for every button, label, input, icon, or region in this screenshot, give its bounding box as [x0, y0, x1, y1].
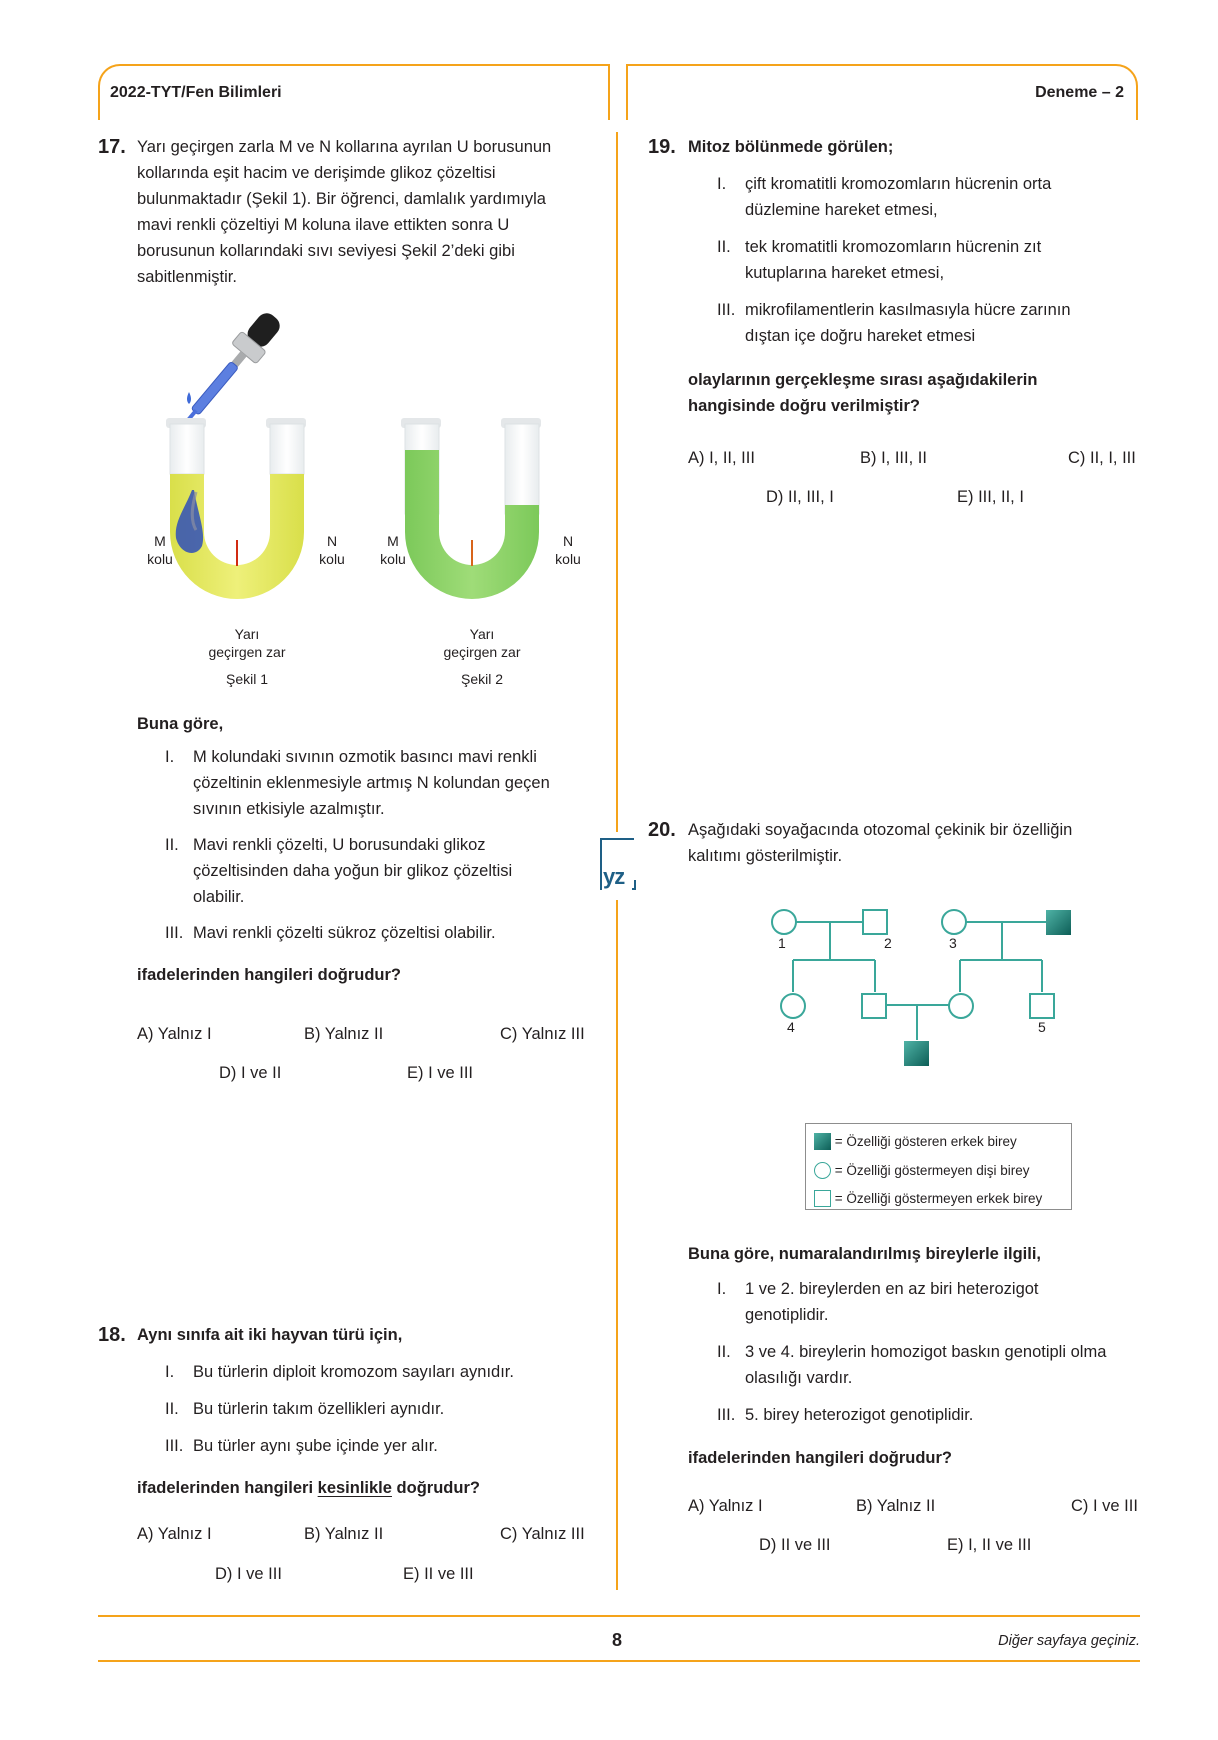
q19-statement-3 — [745, 297, 1145, 349]
q18-option-d[interactable]: D) I ve III — [215, 1565, 282, 1583]
q20-option-a[interactable]: A) Yalnız I — [688, 1497, 763, 1515]
logo-text: yz — [603, 864, 625, 889]
statement-line: 1 ve 2. bireylerden en az biri heterozigot — [745, 1280, 1039, 1298]
statement-line: genotiplidir. — [745, 1306, 829, 1324]
q19-number: 19. — [648, 136, 676, 158]
q17-option-b[interactable]: B) Yalnız II — [304, 1025, 384, 1043]
pedigree-label-2: 2 — [884, 935, 892, 951]
header-left-title: 2022-TYT/Fen Bilimleri — [110, 84, 282, 101]
q18-question-pre: ifadelerinden hangileri — [137, 1479, 314, 1497]
q17-question: ifadelerinden hangileri doğrudur? — [137, 966, 402, 984]
logo-frame-corner — [632, 880, 636, 890]
q20-question: ifadelerinden hangileri doğrudur? — [688, 1449, 953, 1467]
pedigree-label-5: 5 — [1038, 1019, 1046, 1035]
q18-statement-2-number: II. — [165, 1400, 179, 1418]
q17-statement-3-number: III. — [165, 924, 184, 942]
footer-note: Diğer sayfaya geçiniz. — [998, 1633, 1140, 1649]
q18-option-a[interactable]: A) Yalnız I — [137, 1525, 212, 1543]
statement-line: 5. birey heterozigot genotiplidir. — [745, 1406, 974, 1424]
kolu-label: kolu — [319, 551, 345, 567]
header-right-box — [626, 64, 1138, 120]
pedigree-chart — [760, 900, 1080, 1070]
pedigree-affected-male-top — [1046, 910, 1071, 935]
statement-line: olasılığı vardır. — [745, 1369, 853, 1387]
q17-option-d[interactable]: D) I ve II — [219, 1064, 282, 1082]
column-divider-bottom — [616, 900, 618, 1590]
legend-text: = Özelliği göstermeyen dişi birey — [834, 1163, 1030, 1178]
kolu-label: kolu — [380, 551, 406, 567]
q18-stem: Aynı sınıfa ait iki hayvan türü için, — [137, 1326, 403, 1344]
q17-statement-3 — [193, 920, 603, 946]
q20-stem — [688, 817, 1138, 869]
q19-statement-2 — [745, 234, 1145, 286]
q18-statement-1: Bu türlerin diploit kromozom sayıları aynıdır. — [193, 1363, 514, 1381]
q19-statement-2-number: II. — [717, 238, 731, 256]
pedigree-legend — [805, 1123, 1072, 1210]
q19-option-b[interactable]: B) I, III, II — [860, 449, 927, 467]
legend-row-unaffected-female — [814, 1162, 1029, 1179]
footer-top-rule — [98, 1615, 1140, 1617]
q18-option-b[interactable]: B) Yalnız II — [304, 1525, 384, 1543]
kolu-label: kolu — [555, 551, 581, 567]
statement-line: M kolundaki sıvının ozmotik basıncı mavi renkli — [193, 748, 537, 766]
q17-figure — [140, 300, 580, 630]
q17-stem-line: Yarı geçirgen zarla M ve N kollarına ayrılan U borusunun — [137, 138, 552, 156]
legend-text: = Özelliği göstermeyen erkek birey — [834, 1191, 1043, 1206]
m-label: M — [154, 533, 166, 549]
q17-number: 17. — [98, 136, 126, 158]
q18-question — [137, 1475, 480, 1501]
fig2-membrane-label — [422, 625, 542, 661]
statement-line: Mavi renkli çözelti, U borusundaki glikoz — [193, 836, 486, 854]
stem-line: kalıtımı gösterilmiştir. — [688, 847, 843, 865]
q20-statement-3-number: III. — [717, 1406, 736, 1424]
q17-statement-1 — [193, 744, 603, 822]
fig1-membrane-label — [187, 625, 307, 661]
q17-statement-1-number: I. — [165, 748, 175, 766]
legend-row-unaffected-male — [814, 1190, 1042, 1207]
fig2-m-arm-label — [373, 532, 413, 568]
q19-statement-3-number: III. — [717, 301, 736, 319]
membrane-label-line2: geçirgen zar — [443, 644, 521, 660]
fig1-n-arm-label — [312, 532, 352, 568]
legend-row-affected-male — [814, 1133, 1017, 1150]
membrane-label-line1: Yarı — [234, 626, 260, 642]
pedigree-individual-5 — [1030, 994, 1054, 1018]
q19-option-a[interactable]: A) I, II, III — [688, 449, 755, 467]
q20-statement-1 — [745, 1276, 1145, 1328]
q20-statement-1-number: I. — [717, 1280, 727, 1298]
statement-line: düzlemine hareket etmesi, — [745, 201, 938, 219]
q18-question-post: doğrudur? — [396, 1479, 480, 1497]
pedigree-unnumbered-female — [949, 994, 973, 1018]
q18-option-e[interactable]: E) II ve III — [403, 1565, 474, 1583]
u-tube-figure-1 — [166, 418, 306, 599]
q19-option-c[interactable]: C) II, I, III — [1068, 449, 1136, 467]
drop-falling — [187, 392, 191, 404]
q17-lead: Buna göre, — [137, 715, 224, 733]
q20-lead: Buna göre, numaralandırılmış bireylerle ilgili, — [688, 1245, 1042, 1263]
q17-option-e[interactable]: E) I ve III — [407, 1064, 474, 1082]
q20-statement-2 — [745, 1339, 1155, 1391]
pedigree-label-3: 3 — [949, 935, 957, 951]
q17-stem-line: bulunmaktadır (Şekil 1). Bir öğrenci, damlalık yardımıyla — [137, 190, 546, 208]
fig1-caption: Şekil 1 — [225, 671, 269, 687]
q19-statement-1 — [745, 171, 1145, 223]
q18-statement-2: Bu türlerin takım özellikleri aynıdır. — [193, 1400, 445, 1418]
column-divider-top — [616, 132, 618, 832]
q18-statement-3-number: III. — [165, 1437, 184, 1455]
q17-stem — [137, 134, 607, 290]
membrane-label-line1: Yarı — [469, 626, 495, 642]
q20-statement-3 — [745, 1402, 1145, 1428]
fig1-m-arm-label — [140, 532, 180, 568]
q20-option-d[interactable]: D) II ve III — [759, 1536, 831, 1554]
pedigree-individual-2 — [863, 910, 887, 934]
q18-statement-1-number: I. — [165, 1363, 175, 1381]
statement-line: mikrofilamentlerin kasılmasıyla hücre zarının — [745, 301, 1071, 319]
q19-option-e[interactable]: E) III, II, I — [957, 488, 1024, 506]
pedigree-label-1: 1 — [778, 935, 786, 951]
pedigree-individual-4 — [781, 994, 805, 1018]
pedigree-unnumbered-male — [862, 994, 886, 1018]
q17-option-a[interactable]: A) Yalnız I — [137, 1025, 212, 1043]
pedigree-individual-1 — [772, 910, 796, 934]
footer-bottom-rule — [98, 1660, 1140, 1662]
unaffected-female-icon — [814, 1162, 831, 1179]
statement-line: çift kromatitli kromozomların hücrenin orta — [745, 175, 1052, 193]
statement-line: dıştan içe doğru hareket etmesi — [745, 327, 976, 345]
statement-line: Mavi renkli çözelti sükroz çözeltisi olabilir. — [193, 924, 496, 942]
question-line: olaylarının gerçekleşme sırası aşağıdakilerin — [688, 371, 1038, 389]
q17-stem-line: sabitlenmiştir. — [137, 268, 237, 286]
statement-line: 3 ve 4. bireylerin homozigot baskın genotipli olma — [745, 1343, 1107, 1361]
dropper-icon — [175, 307, 287, 432]
statement-line: olabilir. — [193, 888, 245, 906]
kolu-label: kolu — [147, 551, 173, 567]
q20-statement-2-number: II. — [717, 1343, 731, 1361]
statement-line: tek kromatitli kromozomların hücrenin zıt — [745, 238, 1042, 256]
u-tube-figure-2 — [401, 418, 541, 599]
q20-option-c[interactable]: C) I ve III — [1071, 1497, 1138, 1515]
pedigree-individual-3 — [942, 910, 966, 934]
unaffected-male-icon — [814, 1190, 831, 1207]
brand-logo — [600, 838, 636, 892]
statement-line: sıvının etkisiyle azalmıştır. — [193, 800, 385, 818]
q18-number: 18. — [98, 1324, 126, 1346]
q18-statement-3: Bu türler aynı şube içinde yer alır. — [193, 1437, 438, 1455]
q17-option-c[interactable]: C) Yalnız III — [500, 1025, 585, 1043]
q20-option-b[interactable]: B) Yalnız II — [856, 1497, 936, 1515]
legend-text: = Özelliği gösteren erkek birey — [834, 1134, 1017, 1149]
header-right-title: Deneme – 2 — [1035, 84, 1124, 101]
pedigree-label-4: 4 — [787, 1019, 795, 1035]
q17-statement-2-number: II. — [165, 836, 179, 854]
stem-line: Aşağıdaki soyağacında otozomal çekinik bir özelliğin — [688, 821, 1073, 839]
membrane-label-line2: geçirgen zar — [208, 644, 286, 660]
affected-male-icon — [814, 1133, 831, 1150]
q17-stem-line: kollarında eşit hacim ve derişimde glikoz çözeltisi — [137, 164, 496, 182]
q18-question-emphasis: kesinlikle — [317, 1479, 392, 1497]
fig2-n-arm-label — [548, 532, 588, 568]
q17-stem-line: mavi renkli çözeltiyi M koluna ilave ettikten sonra U — [137, 216, 510, 234]
q19-stem: Mitoz bölünmede görülen; — [688, 138, 894, 156]
statement-line: çözeltisinden daha yoğun bir glikoz çözeltisi — [193, 862, 513, 880]
question-line: hangisinde doğru verilmiştir? — [688, 397, 920, 415]
page-number: 8 — [612, 1630, 623, 1650]
q20-number: 20. — [648, 819, 676, 841]
n-label: N — [326, 533, 338, 549]
q19-option-d[interactable]: D) II, III, I — [766, 488, 834, 506]
statement-line: kutuplarına hareket etmesi, — [745, 264, 945, 282]
q17-stem-line: borusunun kollarındaki sıvı seviyesi Şekil 2’deki gibi — [137, 242, 515, 260]
q19-question — [688, 367, 1037, 419]
header-left-box — [98, 64, 610, 120]
q19-statement-1-number: I. — [717, 175, 727, 193]
q20-option-e[interactable]: E) I, II ve III — [947, 1536, 1032, 1554]
q18-option-c[interactable]: C) Yalnız III — [500, 1525, 585, 1543]
pedigree-affected-male-child — [904, 1041, 929, 1066]
q17-statement-2 — [193, 832, 603, 910]
statement-line: çözeltinin eklenmesiyle artmış N kolundan geçen — [193, 774, 550, 792]
fig2-caption: Şekil 2 — [460, 671, 504, 687]
n-label: N — [562, 533, 574, 549]
m-label: M — [387, 533, 399, 549]
